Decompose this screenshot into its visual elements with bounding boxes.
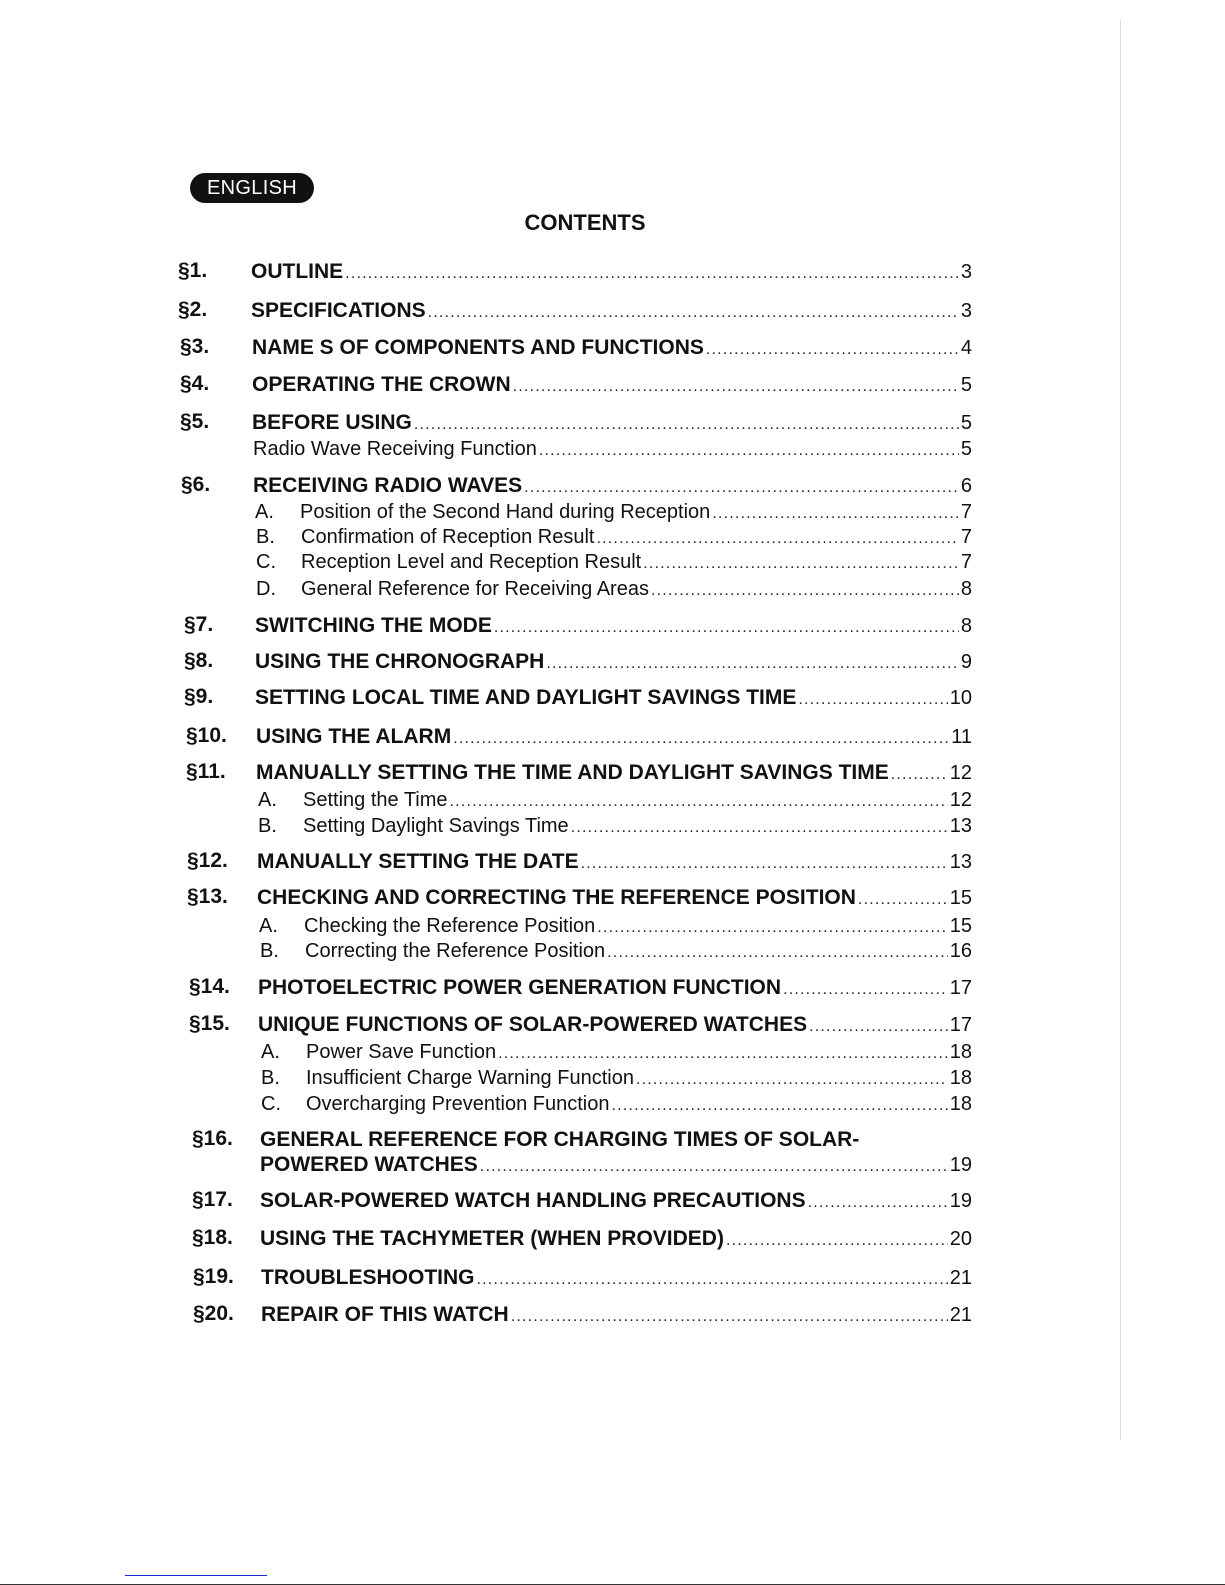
dot-leader: [539, 438, 959, 464]
toc-entry[interactable]: [257, 849, 972, 875]
page-number: 9: [960, 651, 972, 673]
toc-entry-title: BEFORE USING: [252, 411, 412, 434]
subentry-letter: B.: [256, 526, 275, 548]
dot-leader: [636, 1067, 948, 1093]
section-number: §17.: [192, 1188, 233, 1211]
dot-leader: [480, 1154, 948, 1180]
toc-entry[interactable]: [258, 1012, 972, 1038]
page-number: 18: [949, 1067, 972, 1089]
dot-leader: [809, 1014, 948, 1040]
dot-leader: [546, 651, 959, 677]
toc-entry-title: USING THE TACHYMETER (WHEN PROVIDED): [260, 1227, 724, 1250]
toc-entry-title: Setting Daylight Savings Time: [303, 815, 569, 837]
toc-entry-title: OPERATING THE CROWN: [252, 373, 511, 396]
section-number: §12.: [187, 849, 228, 872]
toc-entry-title: Setting the Time: [303, 789, 448, 811]
page-number: 19: [949, 1154, 972, 1176]
page-title: CONTENTS: [524, 210, 646, 235]
dot-leader: [498, 1041, 948, 1067]
toc-entry-title: Power Save Function: [306, 1041, 497, 1063]
toc-entry-title: PHOTOELECTRIC POWER GENERATION FUNCTION: [258, 976, 782, 999]
toc-entry-title: Position of the Second Hand during Reception: [300, 501, 711, 523]
dot-leader: [524, 475, 959, 501]
page-number: 16: [949, 940, 972, 962]
section-number: §3.: [180, 335, 210, 358]
toc-entry[interactable]: [260, 1226, 972, 1252]
language-badge: ENGLISH: [190, 173, 314, 203]
page-number: 7: [960, 501, 972, 523]
toc-entry-title: REPAIR OF THIS WATCH: [261, 1303, 509, 1326]
toc-entry-title: SPECIFICATIONS: [251, 299, 426, 322]
toc-entry-title: Insufficient Charge Warning Function: [306, 1067, 634, 1089]
toc-entry[interactable]: [256, 760, 972, 786]
toc-entry-title: SWITCHING THE MODE: [255, 614, 492, 637]
toc-subentry[interactable]: [306, 1065, 972, 1091]
page-number: 20: [949, 1228, 972, 1250]
toc-entry[interactable]: [253, 473, 972, 499]
toc-entry[interactable]: [261, 1302, 972, 1328]
page-number: 19: [949, 1190, 972, 1212]
toc-entry-title: Reception Level and Reception Result: [301, 551, 642, 573]
section-number: §7.: [184, 613, 214, 636]
page-number: 5: [960, 374, 972, 396]
dot-leader: [450, 789, 948, 815]
subentry-letter: A.: [261, 1041, 280, 1063]
toc-subentry[interactable]: [301, 524, 972, 550]
toc-entry[interactable]: [260, 1188, 972, 1214]
toc-subentry[interactable]: [304, 913, 972, 939]
section-number: §13.: [187, 885, 228, 908]
toc-entry[interactable]: [252, 410, 972, 436]
dot-leader: [581, 851, 948, 877]
toc-entry-title: SOLAR-POWERED WATCH HANDLING PRECAUTIONS: [260, 1189, 806, 1212]
section-number: §18.: [192, 1226, 233, 1249]
toc-entry-title: Overcharging Prevention Function: [306, 1093, 610, 1115]
toc-entry[interactable]: [252, 372, 972, 398]
toc-entry-title-line1: GENERAL REFERENCE FOR CHARGING TIMES OF SOLAR-: [260, 1128, 860, 1151]
dot-leader: [643, 551, 959, 577]
toc-entry[interactable]: [258, 975, 972, 1001]
page-number: 13: [949, 815, 972, 837]
subentry-letter: B.: [258, 815, 277, 837]
toc-entry[interactable]: [255, 649, 972, 675]
dot-leader: [858, 887, 948, 913]
dot-leader: [783, 977, 948, 1003]
toc-entry[interactable]: [251, 259, 972, 285]
toc-entry[interactable]: [256, 724, 972, 750]
section-number: §10.: [186, 724, 227, 747]
page-number: 15: [949, 887, 972, 909]
page-number: 12: [949, 789, 972, 811]
dot-leader: [494, 615, 959, 641]
section-number: §14.: [189, 975, 230, 998]
page-number: 18: [949, 1041, 972, 1063]
section-number: §6.: [181, 473, 211, 496]
page-number: 13: [949, 851, 972, 873]
toc-entry[interactable]: [261, 1265, 972, 1291]
toc-entry[interactable]: [252, 335, 972, 361]
toc-subentry[interactable]: [301, 576, 972, 602]
subentry-letter: B.: [260, 940, 279, 962]
toc-entry-title: Confirmation of Reception Result: [301, 526, 595, 548]
page-number: 7: [960, 551, 972, 573]
dot-leader: [571, 815, 948, 841]
page-number: 3: [960, 300, 972, 322]
toc-entry-title: Checking the Reference Position: [304, 915, 596, 937]
toc-entry-title: POWERED WATCHES: [260, 1153, 478, 1176]
toc-entry[interactable]: [255, 685, 972, 711]
page-number: 17: [949, 977, 972, 999]
page-number: 7: [960, 526, 972, 548]
page-number: 11: [951, 726, 972, 748]
toc-subentry[interactable]: [301, 549, 972, 575]
page-number: 15: [949, 915, 972, 937]
page-number: 12: [949, 762, 972, 784]
dot-leader: [428, 300, 959, 326]
toc-entry[interactable]: [257, 885, 972, 911]
toc-entry-title: MANUALLY SETTING THE TIME AND DAYLIGHT SAVINGS TIME: [256, 761, 889, 784]
subentry-letter: A.: [259, 915, 278, 937]
toc-entry-title: USING THE CHRONOGRAPH: [255, 650, 545, 673]
page-number: 17: [949, 1014, 972, 1036]
toc-entry-title: CHECKING AND CORRECTING THE REFERENCE POSITION: [257, 886, 856, 909]
toc-subentry[interactable]: [306, 1091, 972, 1117]
page-number: 8: [960, 578, 972, 600]
dot-leader: [607, 940, 948, 966]
section-number: §16.: [192, 1127, 233, 1150]
toc-entry-title: OUTLINE: [251, 260, 344, 283]
subentry-letter: A.: [258, 789, 277, 811]
dot-leader: [414, 412, 959, 438]
section-number: §4.: [180, 372, 210, 395]
dot-leader: [513, 374, 959, 400]
section-number: §11.: [186, 760, 226, 783]
page-number: 4: [960, 337, 972, 359]
toc-subentry[interactable]: [305, 938, 972, 964]
section-number: §2.: [178, 298, 208, 321]
dot-leader: [706, 337, 959, 363]
page-number: 10: [949, 687, 972, 709]
section-number: §5.: [180, 410, 210, 433]
page-number: 8: [960, 615, 972, 637]
toc-entry-title: TROUBLESHOOTING: [261, 1266, 475, 1289]
section-number: §8.: [184, 649, 214, 672]
page-number: 5: [960, 438, 972, 460]
section-number: §20.: [193, 1302, 234, 1325]
toc-subentry[interactable]: [253, 436, 972, 462]
toc-entry-title: USING THE ALARM: [256, 725, 452, 748]
page-number: 18: [949, 1093, 972, 1115]
page-number: 21: [949, 1267, 972, 1289]
dot-leader: [726, 1228, 948, 1254]
page-number: 5: [960, 412, 972, 434]
toc-subentry[interactable]: [300, 499, 972, 525]
dot-leader: [612, 1093, 948, 1119]
dot-leader: [651, 578, 959, 604]
toc-entry[interactable]: [251, 298, 972, 324]
page-number: 21: [949, 1304, 972, 1326]
page-number: 3: [960, 261, 972, 283]
toc-entry[interactable]: [255, 613, 972, 639]
toc-entry-title: RECEIVING RADIO WAVES: [253, 474, 523, 497]
section-number: §1.: [178, 259, 208, 282]
toc-entry[interactable]: [260, 1152, 972, 1178]
toc-subentry[interactable]: [306, 1039, 972, 1065]
toc-entry-title: Radio Wave Receiving Function: [253, 438, 537, 460]
toc-entry-title: Correcting the Reference Position: [305, 940, 606, 962]
toc-subentry[interactable]: [303, 787, 972, 813]
dot-leader: [798, 687, 947, 713]
toc-entry-title: NAME S OF COMPONENTS AND FUNCTIONS: [252, 336, 704, 359]
subentry-letter: C.: [261, 1093, 281, 1115]
toc-entry-title: General Reference for Receiving Areas: [301, 578, 649, 600]
dot-leader: [891, 762, 948, 788]
subentry-letter: D.: [256, 578, 276, 600]
page-number: 6: [960, 475, 972, 497]
section-number: §19.: [193, 1265, 234, 1288]
subentry-letter: B.: [261, 1067, 280, 1089]
subentry-letter: A.: [255, 501, 274, 523]
dot-leader: [345, 261, 959, 287]
section-number: §15.: [189, 1012, 230, 1035]
scan-link-underline: [125, 1575, 267, 1576]
toc-subentry[interactable]: [303, 813, 972, 839]
toc-entry-title: MANUALLY SETTING THE DATE: [257, 850, 579, 873]
dot-leader: [808, 1190, 948, 1216]
subentry-letter: C.: [256, 551, 276, 573]
section-number: §9.: [184, 685, 214, 708]
toc-entry-title: UNIQUE FUNCTIONS OF SOLAR-POWERED WATCHES: [258, 1013, 808, 1036]
toc-entry-title: SETTING LOCAL TIME AND DAYLIGHT SAVINGS TIME: [255, 686, 797, 709]
dot-leader: [511, 1304, 948, 1330]
dot-leader: [453, 726, 949, 752]
dot-leader: [477, 1267, 948, 1293]
